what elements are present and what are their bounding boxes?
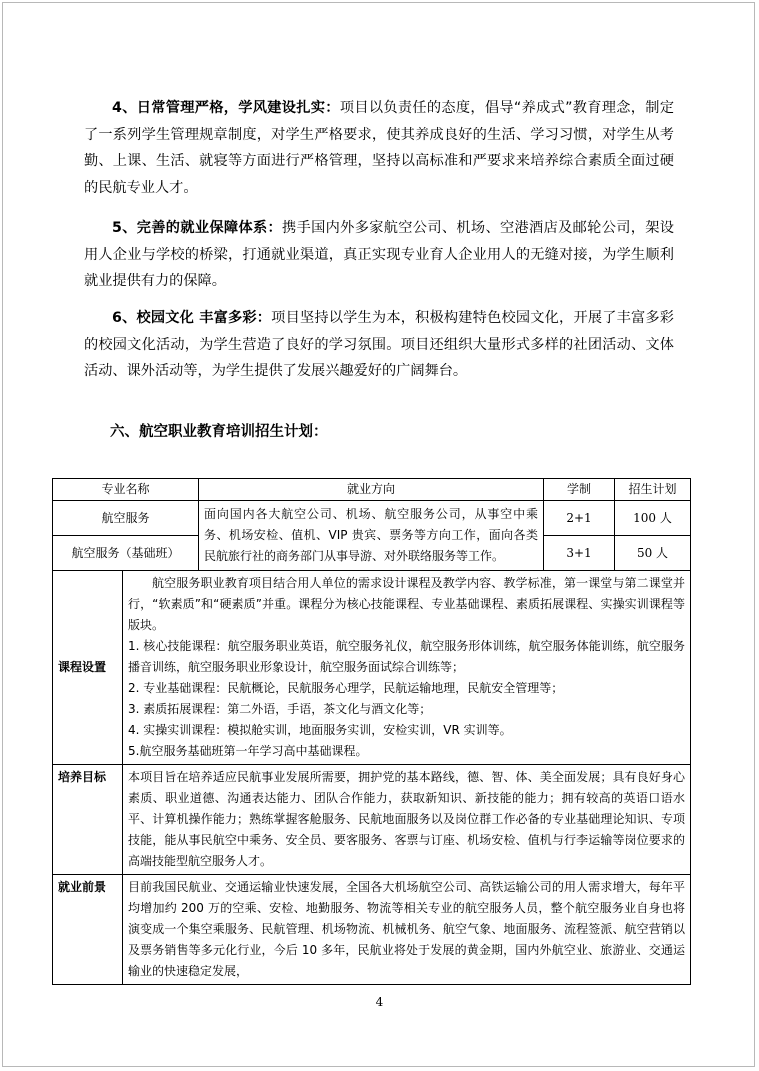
duration-value: 2+1 bbox=[544, 501, 615, 536]
goal-text: 本项目旨在培养适应民航事业发展所需要，拥护党的基本路线，德、智、体、美全面发展；具有良好身心素质、职业道德、沟通表达能力、团队合作能力，获取新知识、新技能的能力；拥有较高的英语口语水平、计算机操作能力；熟练掌握客舱服务、民航地面服务以及岗位群工作必备的专业基础理论知识、专项技能，能从事民航空中乘务、安全员、要客服务、客票与订座、机场安检、值机与行李运输等岗位要求的高端技能型航空服务人才。 bbox=[123, 765, 691, 875]
section-5-text: 携手国内外多家航空公司、机场、空港酒店及邮轮公司，架设用人企业与学校的桥梁，打通就业渠道，真正实现专业育人企业用人的无缝对接，为学生顺利就业提供有力的保障。 bbox=[84, 220, 674, 289]
page-number: 4 bbox=[375, 995, 384, 1009]
table-header-row bbox=[53, 479, 691, 501]
curriculum-item: 3. 素质拓展课程：第二外语，手语，茶文化与酒文化等； bbox=[128, 702, 432, 716]
curriculum-item: 4. 实操实训课程：模拟舱实训，地面服务实训，安检实训，VR 实训等。 bbox=[128, 723, 512, 737]
quota-value: 50 人 bbox=[615, 536, 691, 571]
table-row bbox=[53, 765, 691, 875]
table-row bbox=[53, 501, 691, 536]
duration-value: 3+1 bbox=[544, 536, 615, 571]
enrollment-table bbox=[52, 478, 691, 985]
curriculum-item: 2. 专业基础课程：民航概论，民航服务心理学，民航运输地理，民航安全管理等； bbox=[128, 681, 564, 695]
quota-value: 100 人 bbox=[615, 501, 691, 536]
header-major: 专业名称 bbox=[53, 479, 199, 501]
prospect-text: 目前我国民航业、交通运输业快速发展，全国各大机场航空公司、高铁运输公司的用人需求增大，每年平均增加约 200 万的空乘、安检、地勤服务、物流等相关专业的航空服务人员，整个航空服务业自身也将演变成一个集空乘服务、民航管理、机场物流、机械机务、航空气象、地面服务、流程签派、航空营销以及票务销售等多元化行业，今后 10 多年，民航业将处于发展的黄金期，国内外航空业、旅游业、交通运输业的快速稳定发展， bbox=[123, 875, 691, 985]
section-6-lead: 6、校园文化 丰富多彩： bbox=[112, 310, 272, 326]
curriculum-item: 1. 核心技能课程：航空服务职业英语，航空服务礼仪，航空服务形体训练，航空服务体能训练，航空服务播音训练，航空服务职业形象设计，航空服务面试综合训练等； bbox=[128, 639, 686, 674]
curriculum-item: 5.航空服务基础班第一年学习高中基础课程。 bbox=[128, 744, 368, 758]
goal-label: 培养目标 bbox=[53, 765, 123, 875]
section-title: 六、航空职业教育培训招生计划： bbox=[110, 424, 328, 440]
major-name: 航空服务（基础班） bbox=[53, 536, 199, 571]
curriculum-content bbox=[123, 571, 691, 765]
section-4-lead: 4、日常管理严格，学风建设扎实： bbox=[112, 100, 340, 116]
section-4 bbox=[84, 95, 674, 201]
table-row bbox=[53, 875, 691, 985]
section-6-text: 项目坚持以学生为本，积极构建特色校园文化，开展了丰富多彩的校园文化活动，为学生营造了良好的学习氛围。项目还组织大量形式多样的社团活动、文体活动、课外活动等，为学生提供了发展兴趣爱好的广阔舞台。 bbox=[84, 310, 674, 379]
header-direction: 就业方向 bbox=[199, 479, 544, 501]
section-6 bbox=[84, 305, 674, 385]
section-5-lead: 5、完善的就业保障体系： bbox=[112, 220, 283, 236]
section-5 bbox=[84, 215, 674, 295]
header-quota: 招生计划 bbox=[615, 479, 691, 501]
major-name: 航空服务 bbox=[53, 501, 199, 536]
curriculum-label: 课程设置 bbox=[53, 571, 123, 765]
section-4-text: 项目以负责任的态度，倡导“养成式”教育理念，制定了一系列学生管理规章制度，对学生严格要求，使其养成良好的生活、学习习惯，对学生从考勤、上课、生活、就寝等方面进行严格管理，坚持以高标准和严要求来培养综合素质全面过硬的民航专业人才。 bbox=[84, 100, 675, 196]
table-row bbox=[53, 571, 691, 765]
prospect-label: 就业前景 bbox=[53, 875, 123, 985]
employment-direction: 面向国内各大航空公司、机场、航空服务公司，从事空中乘务、机场安检、值机、VIP 贵宾、票务等方向工作，面向各类民航旅行社的商务部门从事导游、对外联络服务等工作。 bbox=[199, 501, 544, 571]
curriculum-intro: 航空服务职业教育项目结合用人单位的需求设计课程及教学内容、教学标准，第一课堂与第二课堂并行，“软素质”和“硬素质”并重。课程分为核心技能课程、专业基础课程、素质拓展课程、实操实训课程等版块。 bbox=[128, 576, 686, 632]
header-duration: 学制 bbox=[544, 479, 615, 501]
